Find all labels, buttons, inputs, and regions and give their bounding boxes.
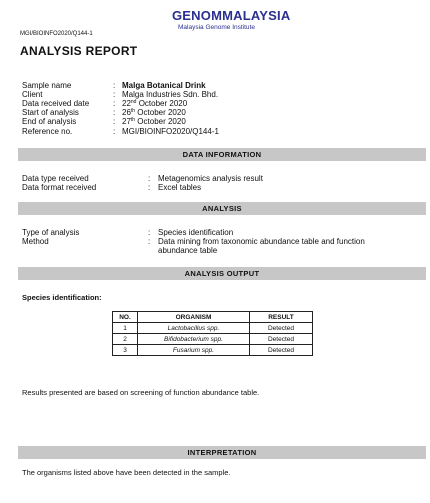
- results-table: [112, 311, 313, 356]
- table-cell-organism: Bifidobacterium spp.: [138, 334, 250, 345]
- table-cell-result: Detected: [250, 345, 313, 356]
- report-title: ANALYSIS REPORT: [20, 44, 138, 58]
- data-info-value-type: Metagenomics analysis result: [158, 174, 263, 183]
- section-bar-data-information: DATA INFORMATION: [18, 148, 426, 161]
- logo-subtitle: Malaysia Genome Institute: [178, 24, 255, 31]
- table-row: [113, 323, 313, 334]
- info-value-sample: Malga Botanical Drink: [122, 81, 206, 90]
- info-colon: :: [113, 90, 116, 99]
- info-label-reference: Reference no.: [22, 127, 73, 136]
- logo-text: GENOMMALAYSIA: [172, 8, 291, 23]
- info-value-reference: MGI/BIOINFO2020/Q144-1: [122, 127, 219, 136]
- data-info-label-format: Data format received: [22, 183, 97, 192]
- info-label-start: Start of analysis: [22, 108, 79, 117]
- info-label-sample: Sample name: [22, 81, 72, 90]
- table-header-result: RESULT: [250, 312, 313, 323]
- logo-wordmark: [172, 8, 290, 23]
- analysis-value-method-line1: Data mining from taxonomic abundance table and function: [158, 237, 365, 246]
- analysis-value-type: Species identification: [158, 228, 234, 237]
- logo: [172, 8, 292, 36]
- info-colon: :: [113, 127, 116, 136]
- info-colon: :: [148, 228, 151, 237]
- table-cell-result: Detected: [250, 334, 313, 345]
- results-note: Results presented are based on screening of function abundance table.: [22, 388, 260, 397]
- table-cell-no: 2: [113, 334, 138, 345]
- species-heading: Species identification:: [22, 293, 102, 302]
- table-header-no: NO.: [113, 312, 138, 323]
- info-colon: :: [148, 183, 151, 192]
- info-colon: :: [113, 117, 116, 126]
- interpretation-text: The organisms listed above have been detected in the sample.: [22, 468, 231, 477]
- section-bar-analysis-output: ANALYSIS OUTPUT: [18, 267, 426, 280]
- info-label-received: Data received date: [22, 99, 90, 108]
- analysis-value-method-line2: abundance table: [158, 246, 218, 255]
- info-value-client: Malga Industries Sdn. Bhd.: [122, 90, 219, 99]
- table-row: [113, 334, 313, 345]
- analysis-label-type: Type of analysis: [22, 228, 80, 237]
- table-header-row: [113, 312, 313, 323]
- info-value-received: 22nd October 2020: [122, 99, 188, 108]
- analysis-label-method: Method: [22, 237, 49, 246]
- section-bar-interpretation: INTERPRETATION: [18, 446, 426, 459]
- info-colon: :: [113, 81, 116, 90]
- reference-top: MGI/BIOINFO2020/Q144-1: [20, 31, 93, 37]
- data-info-value-format: Excel tables: [158, 183, 202, 192]
- info-value-end: 27th October 2020: [122, 117, 186, 126]
- table-cell-organism: Fusarium spp.: [138, 345, 250, 356]
- data-info-label-type: Data type received: [22, 174, 89, 183]
- info-colon: :: [113, 108, 116, 117]
- table-cell-no: 1: [113, 323, 138, 334]
- table-header-organism: ORGANISM: [138, 312, 250, 323]
- info-colon: :: [148, 237, 151, 246]
- table-row: [113, 345, 313, 356]
- info-label-end: End of analysis: [22, 117, 77, 126]
- info-label-client: Client: [22, 90, 43, 99]
- info-colon: :: [148, 174, 151, 183]
- info-colon: :: [113, 99, 116, 108]
- table-cell-result: Detected: [250, 323, 313, 334]
- section-bar-analysis: ANALYSIS: [18, 202, 426, 215]
- table-cell-no: 3: [113, 345, 138, 356]
- info-value-start: 26th October 2020: [122, 108, 186, 117]
- table-cell-organism: Lactobacillus spp.: [138, 323, 250, 334]
